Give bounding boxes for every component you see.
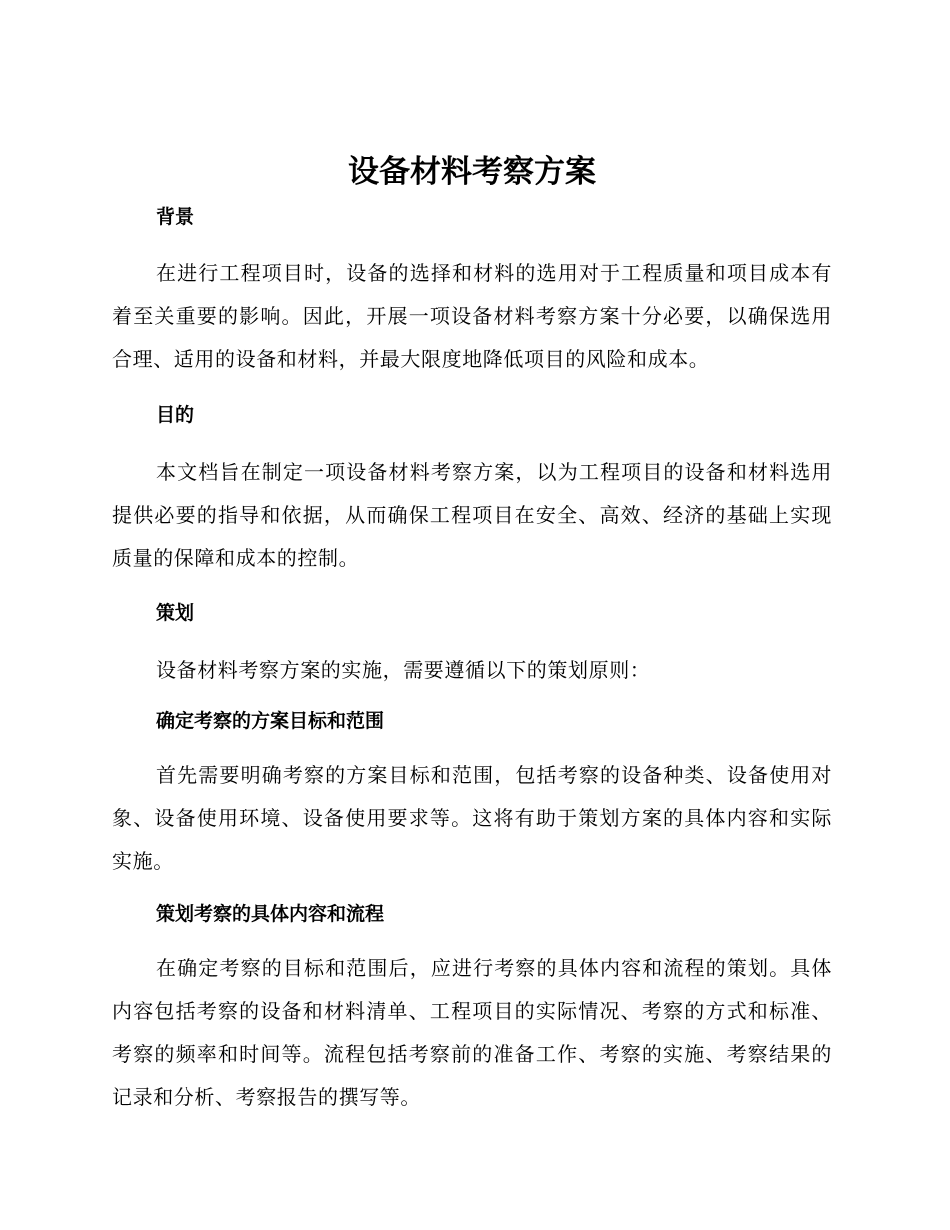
section-heading-scope: 确定考察的方案目标和范围 <box>156 710 385 732</box>
paragraph-plan: 设备材料考察方案的实施，需要遵循以下的策划原则： <box>156 658 651 682</box>
paragraph-goal: 本文档旨在制定一项设备材料考察方案，以为工程项目的设备和材料选用提供必要的指导和依据，从而确保工程项目在安全、高效、经济的基础上实现质量的保障和成本的控制。 <box>112 460 832 570</box>
section-heading-goal: 目的 <box>156 404 195 426</box>
paragraph-content: 在确定考察的目标和范围后，应进行考察的具体内容和流程的策划。具体内容包括考察的设备和材料清单、工程项目的实际情况、考察的方式和标准、考察的频率和时间等。流程包括考察前的准备工作、考察的实施、考察结果的记录和分析、考察报告的撰写等。 <box>112 956 832 1109</box>
paragraph-scope: 首先需要明确考察的方案目标和范围，包括考察的设备种类、设备使用对象、设备使用环境、设备使用要求等。这将有助于策划方案的具体内容和实际实施。 <box>112 763 832 873</box>
section-heading-plan: 策划 <box>156 602 195 624</box>
paragraph-background: 在进行工程项目时，设备的选择和材料的选用对于工程质量和项目成本有着至关重要的影响。因此，开展一项设备材料考察方案十分必要，以确保选用合理、适用的设备和材料，并最大限度地降低项目的风险和成本。 <box>112 261 832 371</box>
document-page <box>112 150 832 1119</box>
document-title: 设备材料考察方案 <box>348 154 596 190</box>
section-heading-content: 策划考察的具体内容和流程 <box>156 903 385 925</box>
section-heading-background: 背景 <box>156 206 195 228</box>
